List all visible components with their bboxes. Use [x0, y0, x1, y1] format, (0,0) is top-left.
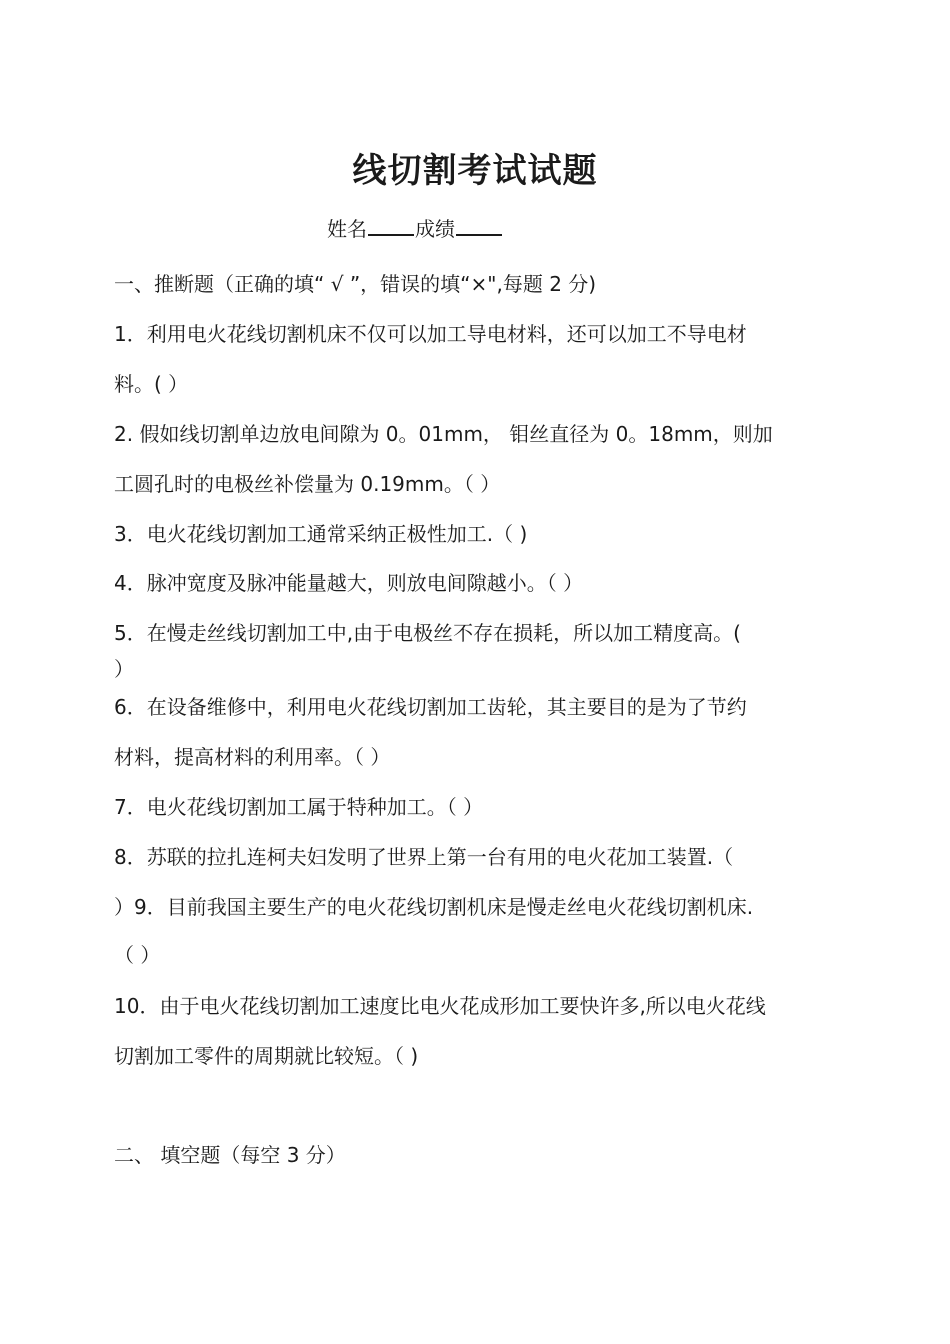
question-line: 7．电火花线切割加工属于特种加工。（ ） — [114, 795, 484, 819]
question-line: ） — [114, 657, 134, 681]
question-line: 8．苏联的拉扎连柯夫妇发明了世界上第一台有用的电火花加工装置.（ — [114, 845, 734, 869]
page-title: 线切割考试试题 — [352, 151, 598, 191]
name-label: 姓名 — [327, 217, 367, 241]
score-blank — [456, 210, 502, 236]
question-line: 4．脉冲宽度及脉冲能量越大，则放电间隙越小。（ ） — [114, 571, 584, 595]
question-line: （ ） — [114, 943, 161, 967]
question-line: 料。( ） — [114, 372, 189, 396]
name-score-line — [327, 210, 503, 247]
question-line: 材料，提高材料的利用率。（ ） — [114, 745, 391, 769]
score-label: 成绩 — [415, 217, 455, 241]
question-line: 工圆孔时的电极丝补偿量为 0.19mm。（ ） — [114, 472, 501, 496]
name-blank — [368, 210, 414, 236]
question-line: 5．在慢走丝线切割加工中,由于电极丝不存在损耗，所以加工精度高。( — [114, 621, 741, 645]
question-line: 6．在设备维修中，利用电火花线切割加工齿轮，其主要目的是为了节约 — [114, 695, 747, 719]
section1-heading: 一、推断题（正确的填“ √ ”，错误的填“×",每题 2 分) — [114, 272, 597, 296]
question-line: 10．由于电火花线切割加工速度比电火花成形加工要快许多,所以电火花线 — [114, 994, 766, 1018]
question-line: 切割加工零件的周期就比较短。（ ) — [114, 1044, 419, 1068]
question-line: ）9．目前我国主要生产的电火花线切割机床是慢走丝电火花线切割机床. — [114, 895, 754, 919]
section2-heading: 二、 填空题（每空 3 分） — [114, 1143, 346, 1167]
question-line: 1．利用电火花线切割机床不仅可以加工导电材料，还可以加工不导电材 — [114, 322, 747, 346]
question-line: 3．电火花线切割加工通常采纳正极性加工.（ ) — [114, 522, 528, 546]
question-line: 2. 假如线切割单边放电间隙为 0。01mm， 钼丝直径为 0。18mm，则加 — [114, 422, 773, 446]
